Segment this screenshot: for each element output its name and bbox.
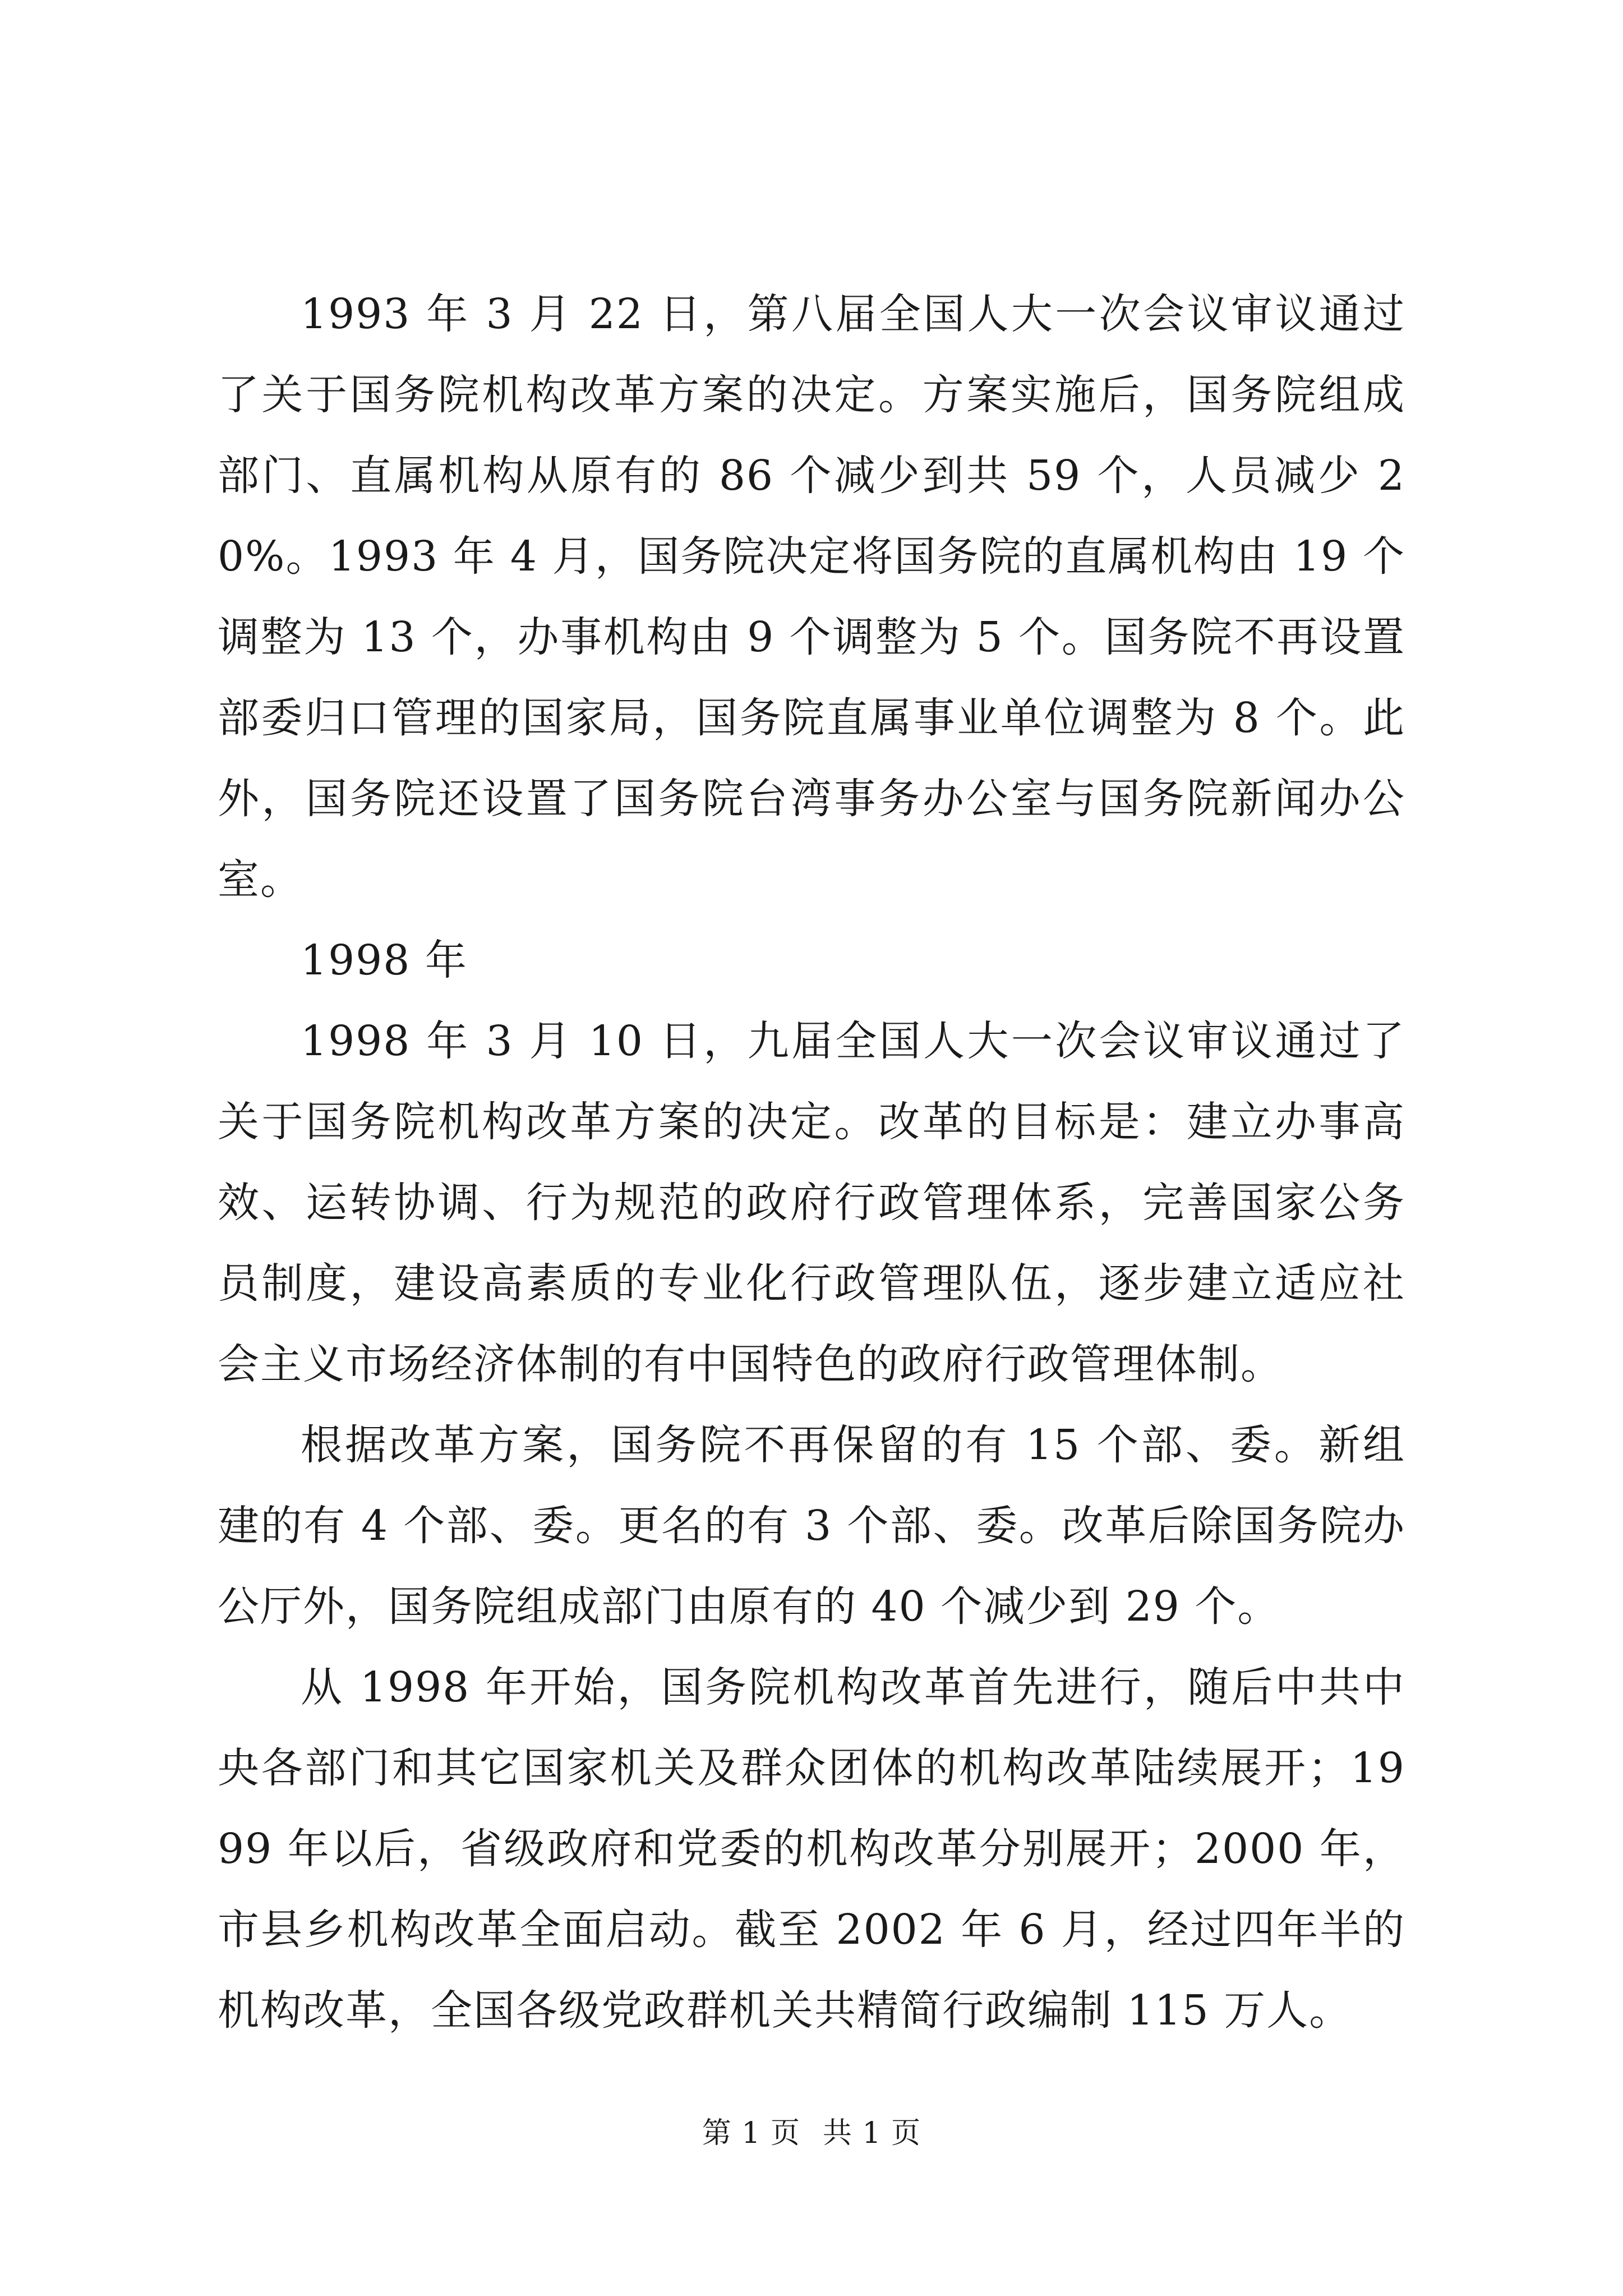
paragraph-reform-rollout: 从 1998 年开始，国务院机构改革首先进行，随后中共中央各部门和其它国家机关及群众团体的机构改革陆续展开；1999 年以后，省级政府和党委的机构改革分别展开；2000 年，市县乡机构改革全面启动。截至 2002 年 6 月，经过四年半的机构改革，全国各级党政群机关共精简行政编制 115 万人。: [218, 1663, 1405, 2035]
paragraph-1998-heading: 1998 年: [301, 936, 468, 984]
page-total: 共 1 页: [823, 2116, 921, 2150]
paragraph-1993-reform: 1993 年 3 月 22 日，第八届全国人大一次会议审议通过了关于国务院机构改革方案的决定。方案实施后，国务院组成部门、直属机构从原有的 86 个减少到共 59 个，人员减少 20%。1993 年 4 月，国务院决定将国务院的直属机构由 19 个调整为 13 个，办事机构由 9 个调整为 5 个。国务院不再设置部委归口管理的国家局，国务院直属事业单位调整为 8 个。此外，国务院还设置了国务院台湾事务办公室与国务院新闻办公室。: [218, 290, 1405, 904]
page-number: 第 1 页: [702, 2116, 800, 2150]
paragraph-1998-reform: 1998 年 3 月 10 日，九届全国人大一次会议审议通过了关于国务院机构改革方案的决定。改革的目标是：建立办事高效、运转协调、行为规范的政府行政管理体系，完善国家公务员制度，建设高素质的专业化行政管理队伍，逐步建立适应社会主义市场经济体制的有中国特色的政府行政管理体制。: [218, 1017, 1405, 1388]
document-body: [218, 274, 1405, 2051]
page-footer: [0, 2114, 1623, 2153]
paragraph-reform-plan: 根据改革方案，国务院不再保留的有 15 个部、委。新组建的有 4 个部、委。更名的有 3 个部、委。改革后除国务院办公厅外，国务院组成部门由原有的 40 个减少到 29 个。: [218, 1421, 1405, 1631]
